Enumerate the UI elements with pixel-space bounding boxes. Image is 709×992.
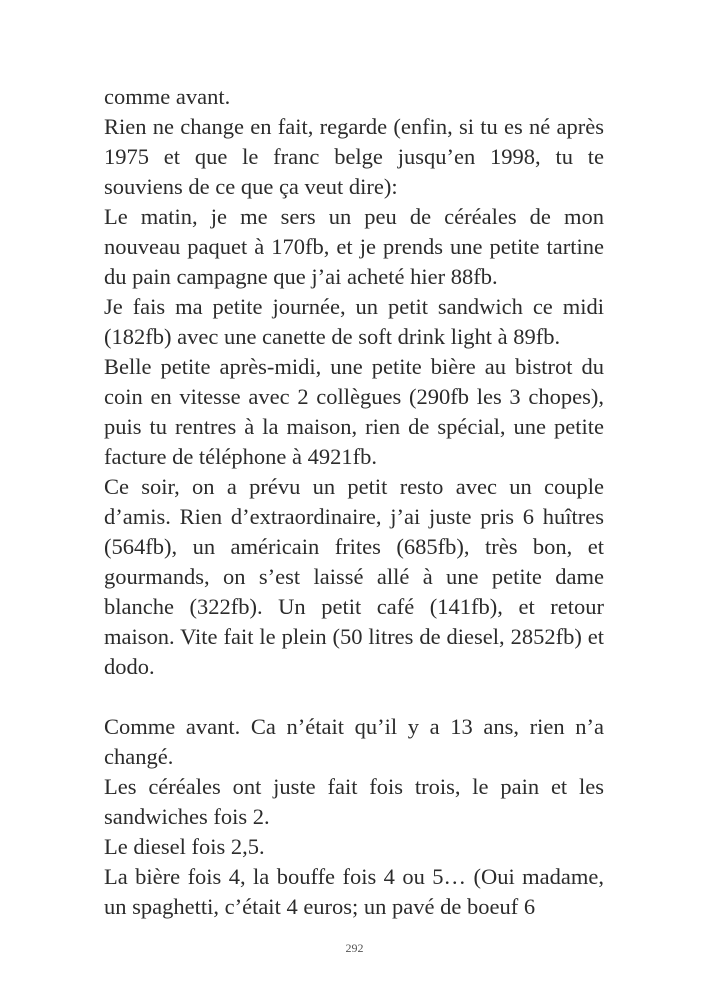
paragraph: Comme avant. Ca n’était qu’il y a 13 ans, rien n’a changé. bbox=[104, 714, 604, 769]
paragraph: comme avant. bbox=[104, 84, 231, 109]
paragraph: Belle petite après-midi, une petite bière au bistrot du coin en vitesse avec 2 collègues (290fb les 3 chopes), puis tu rentres à la maison, rien de spécial, une petite facture de téléphone à 4921fb. bbox=[104, 354, 604, 469]
page-number: 292 bbox=[345, 941, 364, 955]
paragraph: Les céréales ont juste fait fois trois, le pain et les sandwiches fois 2. bbox=[104, 774, 604, 829]
paragraph: Rien ne change en fait, regarde (enfin, si tu es né après 1975 et que le franc belge jusqu’en 1998, tu te souviens de ce que ça veut dire): bbox=[104, 114, 604, 199]
paragraph: Je fais ma petite journée, un petit sandwich ce midi (182fb) avec une canette de soft drink light à 89fb. bbox=[104, 294, 604, 349]
paragraph: Le matin, je me sers un peu de céréales de mon nouveau paquet à 170fb, et je prends une petite tartine du pain campagne que j’ai acheté hier 88fb. bbox=[104, 204, 604, 289]
paragraph: Ce soir, on a prévu un petit resto avec un couple d’amis. Rien d’extraordinaire, j’ai juste pris 6 huîtres (564fb), un américain frites (685fb), très bon, et gourmands, on s’est laissé allé à une petite dame blanche (322fb). Un petit café (141fb), et retour maison. Vite fait le plein (50 litres de diesel, 2852fb) et dodo. bbox=[104, 474, 604, 679]
body-text bbox=[104, 82, 604, 922]
paragraph: Le diesel fois 2,5. bbox=[104, 834, 265, 859]
paragraph: La bière fois 4, la bouffe fois 4 ou 5… (Oui madame, un spaghetti, c’était 4 euros; un pavé de boeuf 6 bbox=[104, 864, 604, 919]
